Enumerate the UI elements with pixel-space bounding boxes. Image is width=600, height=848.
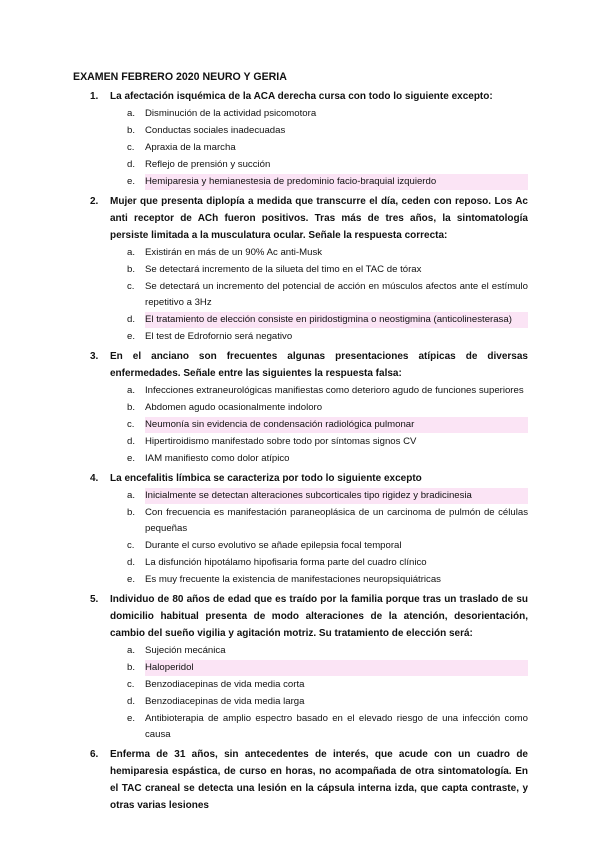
option-list [0,245,600,345]
highlighted-answer-text: Hemiparesia y hemianestesia de predominio facio-braquial izquierdo [145,174,528,190]
answer-option [0,245,600,261]
answer-option [0,643,600,659]
option-letter: a. [127,490,136,501]
answer-option [0,572,600,588]
question-number: 1. [90,91,99,102]
question-number: 6. [90,749,99,760]
option-letter: d. [127,314,136,325]
question-number: 5. [90,594,99,605]
option-letter: a. [127,108,136,119]
question-number: 2. [90,196,99,207]
answer-option [0,262,600,278]
option-letter: a. [127,645,136,656]
exam-title: EXAMEN FEBRERO 2020 NEURO Y GERIA [73,71,287,83]
question-2 [0,193,600,345]
question-1 [0,88,600,190]
option-letter: e. [127,713,136,724]
option-list [0,488,600,588]
option-text: Hipertiroidismo manifestado sobre todo por síntomas signos CV [145,436,417,447]
option-text: Abdomen agudo ocasionalmente indoloro [145,402,323,413]
question-text: La afectación isquémica de la ACA derecha cursa con todo lo siguiente excepto: [110,91,493,102]
question-text: La encefalitis límbica se caracteriza por todo lo siguiente excepto [110,473,422,484]
option-text: El test de Edrofornio será negativo [145,331,293,342]
question-list [0,88,600,817]
question-4 [0,470,600,588]
option-letter: c. [127,281,135,292]
answer-option [0,400,600,416]
option-letter: e. [127,176,136,187]
option-letter: b. [127,662,136,673]
option-text: La disfunción hipotálamo hipofisaria forma parte del cuadro clínico [145,557,427,568]
option-letter: c. [127,419,135,430]
option-text: Benzodiacepinas de vida media larga [145,696,305,707]
highlighted-answer-text: Haloperidol [145,660,528,676]
option-text: Es muy frecuente la existencia de manifestaciones neuropsiquiátricas [145,574,441,585]
answer-option [0,677,600,693]
option-letter: e. [127,453,136,464]
answer-option [0,279,600,311]
highlighted-answer-text: Neumonía sin evidencia de condensación radiológica pulmonar [145,417,528,433]
option-list [0,106,600,190]
question-text: En el anciano son frecuentes algunas presentaciones atípicas de diversas enfermedades. Señale entre las siguientes la respuesta falsa: [110,351,528,379]
option-text: Disminución de la actividad psicomotora [145,108,317,119]
option-letter: d. [127,557,136,568]
option-letter: e. [127,574,136,585]
answer-option [0,106,600,122]
answer-option [0,123,600,139]
answer-option [0,329,600,345]
option-letter: c. [127,142,135,153]
question-5 [0,591,600,743]
option-text: Se detectará un incremento del potencial de acción en músculos afectos ante el estímulo repetitivo a 3Hz [145,281,528,308]
question-3 [0,348,600,467]
option-letter: a. [127,385,136,396]
answer-option [0,451,600,467]
option-text: Sujeción mecánica [145,645,226,656]
option-text: Infecciones extraneurológicas manifiestas como deterioro agudo de funciones superiores [145,385,524,396]
answer-option [0,488,600,504]
answer-option [0,174,600,190]
question-text: Enferma de 31 años, sin antecedentes de interés, que acude con un cuadro de hemiparesia espástica, de curso en horas, no acompañada de otra sintomatología. En el TAC craneal se detecta una lesión en la cápsula interna izda, que capta contraste, y otras varias lesiones [110,749,528,811]
answer-option [0,383,600,399]
answer-option [0,434,600,450]
highlighted-answer-text: El tratamiento de elección consiste en piridostigmina o neostigmina (anticolinesterasa) [145,312,528,328]
question-text: Mujer que presenta diplopía a medida que transcurre el día, ceden con reposo. Los Ac anti receptor de ACh fueron positivos. Tras más de tres años, la sintomatología persiste limitada a la musculatura ocular. Señale la respuesta correcta: [110,196,528,241]
option-letter: b. [127,264,136,275]
question-text: Individuo de 80 años de edad que es traído por la familia porque tras un traslado de su domicilio habitual presenta de modo alteraciones de la atención, desorientación, cambio del sueño vigilia y agitación motriz. Su tratamiento de elección será: [110,594,528,639]
option-list [0,643,600,743]
option-text: Apraxia de la marcha [145,142,236,153]
option-text: Durante el curso evolutivo se añade epilepsia focal temporal [145,540,402,551]
answer-option [0,505,600,537]
answer-option [0,538,600,554]
answer-option [0,312,600,328]
option-letter: b. [127,125,136,136]
question-number: 4. [90,473,99,484]
answer-option [0,694,600,710]
option-letter: d. [127,159,136,170]
answer-option [0,417,600,433]
option-letter: d. [127,696,136,707]
option-letter: b. [127,402,136,413]
option-text: IAM manifiesto como dolor atípico [145,453,290,464]
option-letter: c. [127,540,135,551]
highlighted-answer-text: Inicialmente se detectan alteraciones subcorticales tipo rigidez y bradicinesia [145,488,528,504]
option-text: Antibioterapia de amplio espectro basado en el elevado riesgo de una infección como causa [145,713,528,740]
option-list [0,383,600,467]
answer-option [0,555,600,571]
option-text: Reflejo de prensión y succión [145,159,271,170]
answer-option [0,157,600,173]
answer-option [0,711,600,743]
option-letter: d. [127,436,136,447]
option-letter: a. [127,247,136,258]
option-text: Existirán en más de un 90% Ac anti-Musk [145,247,323,258]
answer-option [0,140,600,156]
option-letter: b. [127,507,136,518]
option-letter: e. [127,331,136,342]
question-number: 3. [90,351,99,362]
option-text: Se detectará incremento de la silueta del timo en el TAC de tórax [145,264,422,275]
answer-option [0,660,600,676]
question-6 [0,746,600,814]
option-text: Benzodiacepinas de vida media corta [145,679,305,690]
option-text: Con frecuencia es manifestación paraneoplásica de un carcinoma de pulmón de células pequeñas [145,507,528,534]
option-text: Conductas sociales inadecuadas [145,125,286,136]
option-letter: c. [127,679,135,690]
